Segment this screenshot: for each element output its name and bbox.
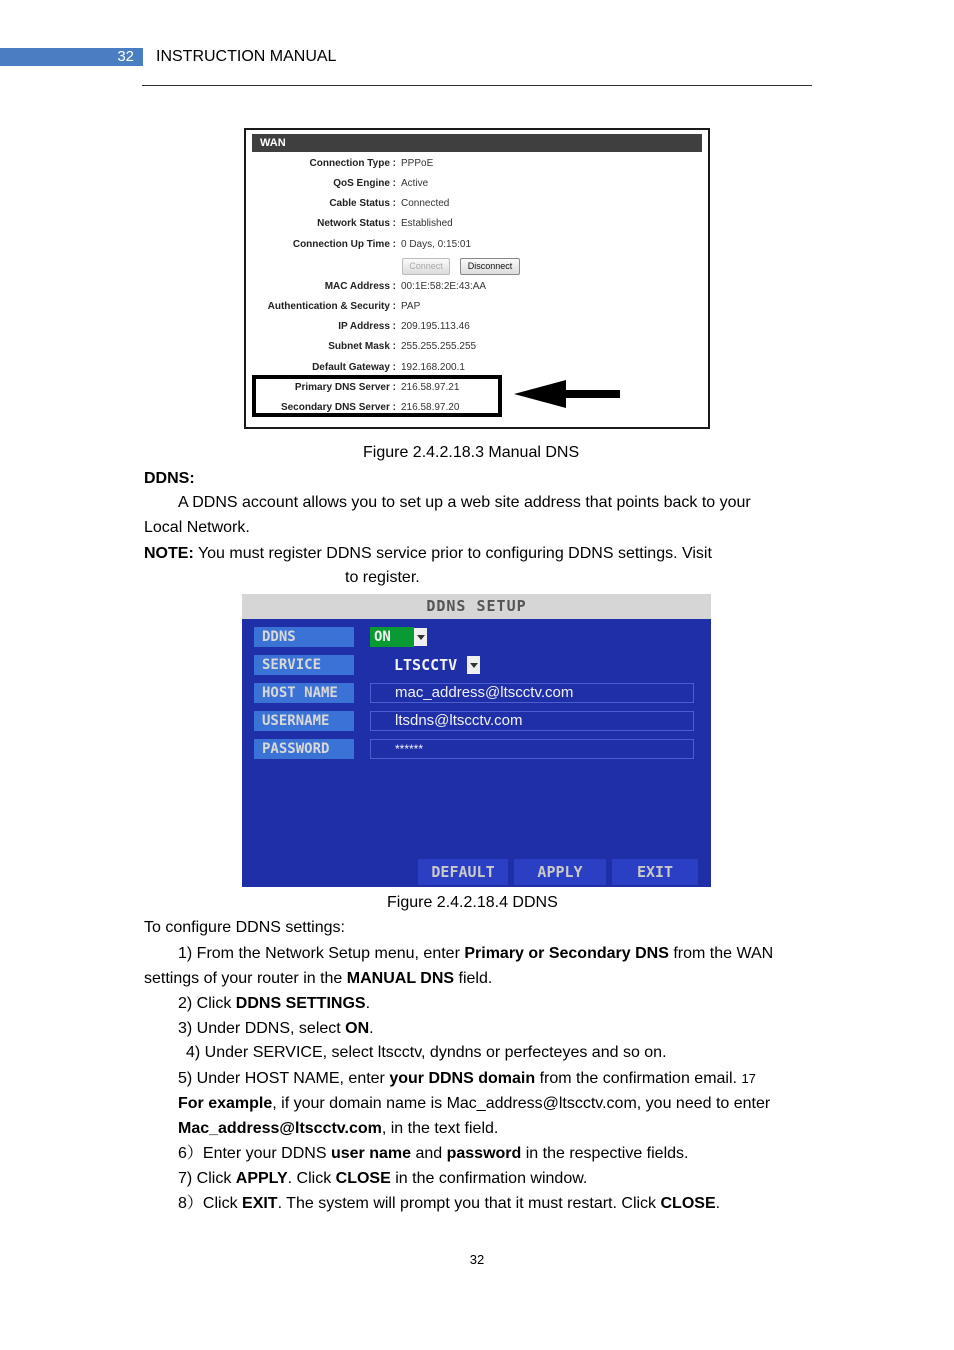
step-bold: user name [330, 1145, 411, 1162]
wan-value: PAP [401, 301, 421, 312]
step-text: in the confirmation window. [390, 1170, 588, 1187]
wan-label: Cable Status : [329, 198, 396, 209]
step-bold: APPLY [235, 1170, 288, 1187]
step-text: 6）Enter your DDNS [178, 1145, 331, 1162]
wan-row-authentication [246, 300, 708, 314]
wan-heading: WAN [252, 134, 702, 152]
step-1-line1 [178, 944, 773, 964]
step-text: in the respective fields. [521, 1145, 689, 1162]
step-text: 7) Click [178, 1170, 236, 1187]
step-text: . The system will prompt you that it must restart. Click [277, 1195, 661, 1212]
step-5-line1 [178, 1069, 756, 1089]
ddns-setup-screenshot [242, 594, 711, 887]
wan-value: Established [401, 218, 453, 229]
service-label: SERVICE [254, 655, 354, 675]
wan-row-network-status [246, 217, 708, 231]
step-1-line2 [144, 969, 492, 989]
disconnect-button[interactable]: Disconnect [460, 258, 520, 275]
wan-value: 216.58.97.20 [401, 402, 460, 413]
step-text: . [365, 995, 371, 1012]
step-bold: Primary or Secondary DNS [464, 945, 669, 962]
step-text: from the WAN [668, 945, 774, 962]
step-3 [178, 1019, 374, 1039]
step-text: 8）Click [178, 1195, 243, 1212]
wan-label: Primary DNS Server : [294, 382, 396, 393]
chevron-down-icon[interactable] [414, 628, 427, 646]
step-text: and [411, 1145, 447, 1162]
chevron-down-icon[interactable] [467, 656, 480, 674]
connect-button[interactable]: Connect [402, 258, 450, 275]
wan-value: 00:1E:58:2E:43:AA [401, 281, 487, 292]
step-text: 1) From the Network Setup menu, enter [178, 945, 465, 962]
wan-row-connection-up-time [246, 238, 708, 252]
wan-row-connection-type [246, 157, 708, 171]
step-note-number: 17 [741, 1071, 756, 1086]
apply-button[interactable]: APPLY [514, 859, 606, 885]
wan-label: Subnet Mask : [328, 341, 396, 352]
password-input[interactable]: ****** [370, 739, 694, 759]
step-text: . [715, 1195, 721, 1212]
figure-caption-manual-dns: Figure 2.4.2.18.3 Manual DNS [363, 444, 580, 461]
header-page-number: 32 [117, 48, 134, 65]
header-divider [142, 85, 812, 86]
host-name-label: HOST NAME [254, 683, 354, 703]
step-text: settings of your router in the [144, 970, 347, 987]
wan-value: 0 Days, 0:15:01 [401, 239, 472, 250]
wan-value: 255.255.255.255 [401, 341, 477, 352]
wan-row-qos-engine [246, 177, 708, 191]
wan-row-default-gateway [246, 361, 708, 375]
host-name-input[interactable]: mac_address@ltscctv.com [370, 683, 694, 703]
wan-value: Connected [401, 198, 450, 209]
password-label: PASSWORD [254, 739, 354, 759]
note-text: You must register DDNS service prior to configuring DDNS settings. Visit [193, 545, 712, 562]
step-text: . Click [287, 1170, 336, 1187]
ddns-label: DDNS [254, 627, 354, 647]
footer-page-number: 32 [469, 1252, 485, 1267]
step-text: , in the text field. [381, 1120, 499, 1137]
ddns-setup-title: DDNS SETUP [426, 597, 527, 615]
wan-value: Active [401, 178, 429, 189]
wan-value: 209.195.113.46 [401, 321, 470, 332]
step-bold: CLOSE [335, 1170, 391, 1187]
step-6 [178, 1144, 688, 1164]
wan-label: QoS Engine : [333, 178, 396, 189]
step-5-line3 [178, 1119, 498, 1139]
step-text: from the confirmation email. [535, 1070, 737, 1087]
username-input[interactable]: ltsdns@ltscctv.com [370, 711, 694, 731]
step-2 [178, 994, 370, 1014]
wan-row-cable-status [246, 197, 708, 211]
wan-row-ip-address [246, 320, 708, 334]
wan-value: 192.168.200.1 [401, 362, 465, 373]
wan-value: PPPoE [401, 158, 434, 169]
ddns-heading: DDNS: [144, 470, 195, 487]
ddns-paragraph-line2: Local Network. [144, 519, 250, 536]
header-title: INSTRUCTION MANUAL [156, 48, 337, 65]
service-select[interactable]: LTSCCTV [394, 656, 458, 674]
step-bold: For example [178, 1095, 273, 1112]
step-bold: MANUAL DNS [346, 970, 455, 987]
figure-caption-ddns: Figure 2.4.2.18.4 DDNS [387, 894, 558, 911]
step-text: 5) Under HOST NAME, enter [178, 1070, 390, 1087]
wan-row-mac-address [246, 280, 708, 294]
ddns-on-select[interactable]: ON [370, 627, 414, 647]
step-bold: EXIT [242, 1195, 278, 1212]
username-label: USERNAME [254, 711, 354, 731]
wan-label: Connection Up Time : [292, 239, 396, 250]
wan-label: Connection Type : [309, 158, 396, 169]
wan-label: Authentication & Security : [267, 301, 396, 312]
step-7 [178, 1169, 587, 1189]
wan-label: Default Gateway : [312, 362, 396, 373]
step-text: , if your domain name is Mac_address@ltscctv.com, you need to enter [272, 1095, 771, 1112]
ddns-paragraph-line1: A DDNS account allows you to set up a web site address that points back to your [178, 494, 751, 511]
wan-status-screenshot [244, 128, 710, 429]
steps-intro: To configure DDNS settings: [144, 919, 345, 936]
step-text: . [369, 1020, 374, 1037]
step-bold: your DDNS domain [389, 1070, 536, 1087]
step-bold: password [446, 1145, 522, 1162]
step-bold: CLOSE [660, 1195, 716, 1212]
wan-label: Secondary DNS Server : [280, 402, 396, 413]
dns-highlight-box [252, 375, 502, 417]
left-arrow-icon [514, 380, 620, 412]
note-label: NOTE: [144, 545, 194, 562]
wan-label: MAC Address : [324, 281, 396, 292]
wan-label: Network Status : [317, 218, 396, 229]
wan-row-subnet-mask [246, 340, 708, 354]
wan-label: IP Address : [338, 321, 396, 332]
note-line [144, 544, 712, 564]
default-button[interactable]: DEFAULT [418, 859, 508, 885]
step-text: 2) Click [178, 995, 236, 1012]
step-4: 4) Under SERVICE, select ltscctv, dyndns or perfecteyes and so on. [186, 1044, 667, 1061]
step-text: 3) Under DDNS, select [178, 1020, 346, 1037]
step-bold: Mac_address@ltscctv.com [178, 1120, 382, 1137]
step-8 [178, 1194, 720, 1214]
step-bold: ON [345, 1020, 370, 1037]
wan-value: 216.58.97.21 [401, 382, 460, 393]
exit-button[interactable]: EXIT [612, 859, 698, 885]
step-text: field. [454, 970, 493, 987]
step-5-line2 [178, 1094, 770, 1114]
note-line2: to register. [345, 569, 420, 586]
step-bold: DDNS SETTINGS [235, 995, 366, 1012]
